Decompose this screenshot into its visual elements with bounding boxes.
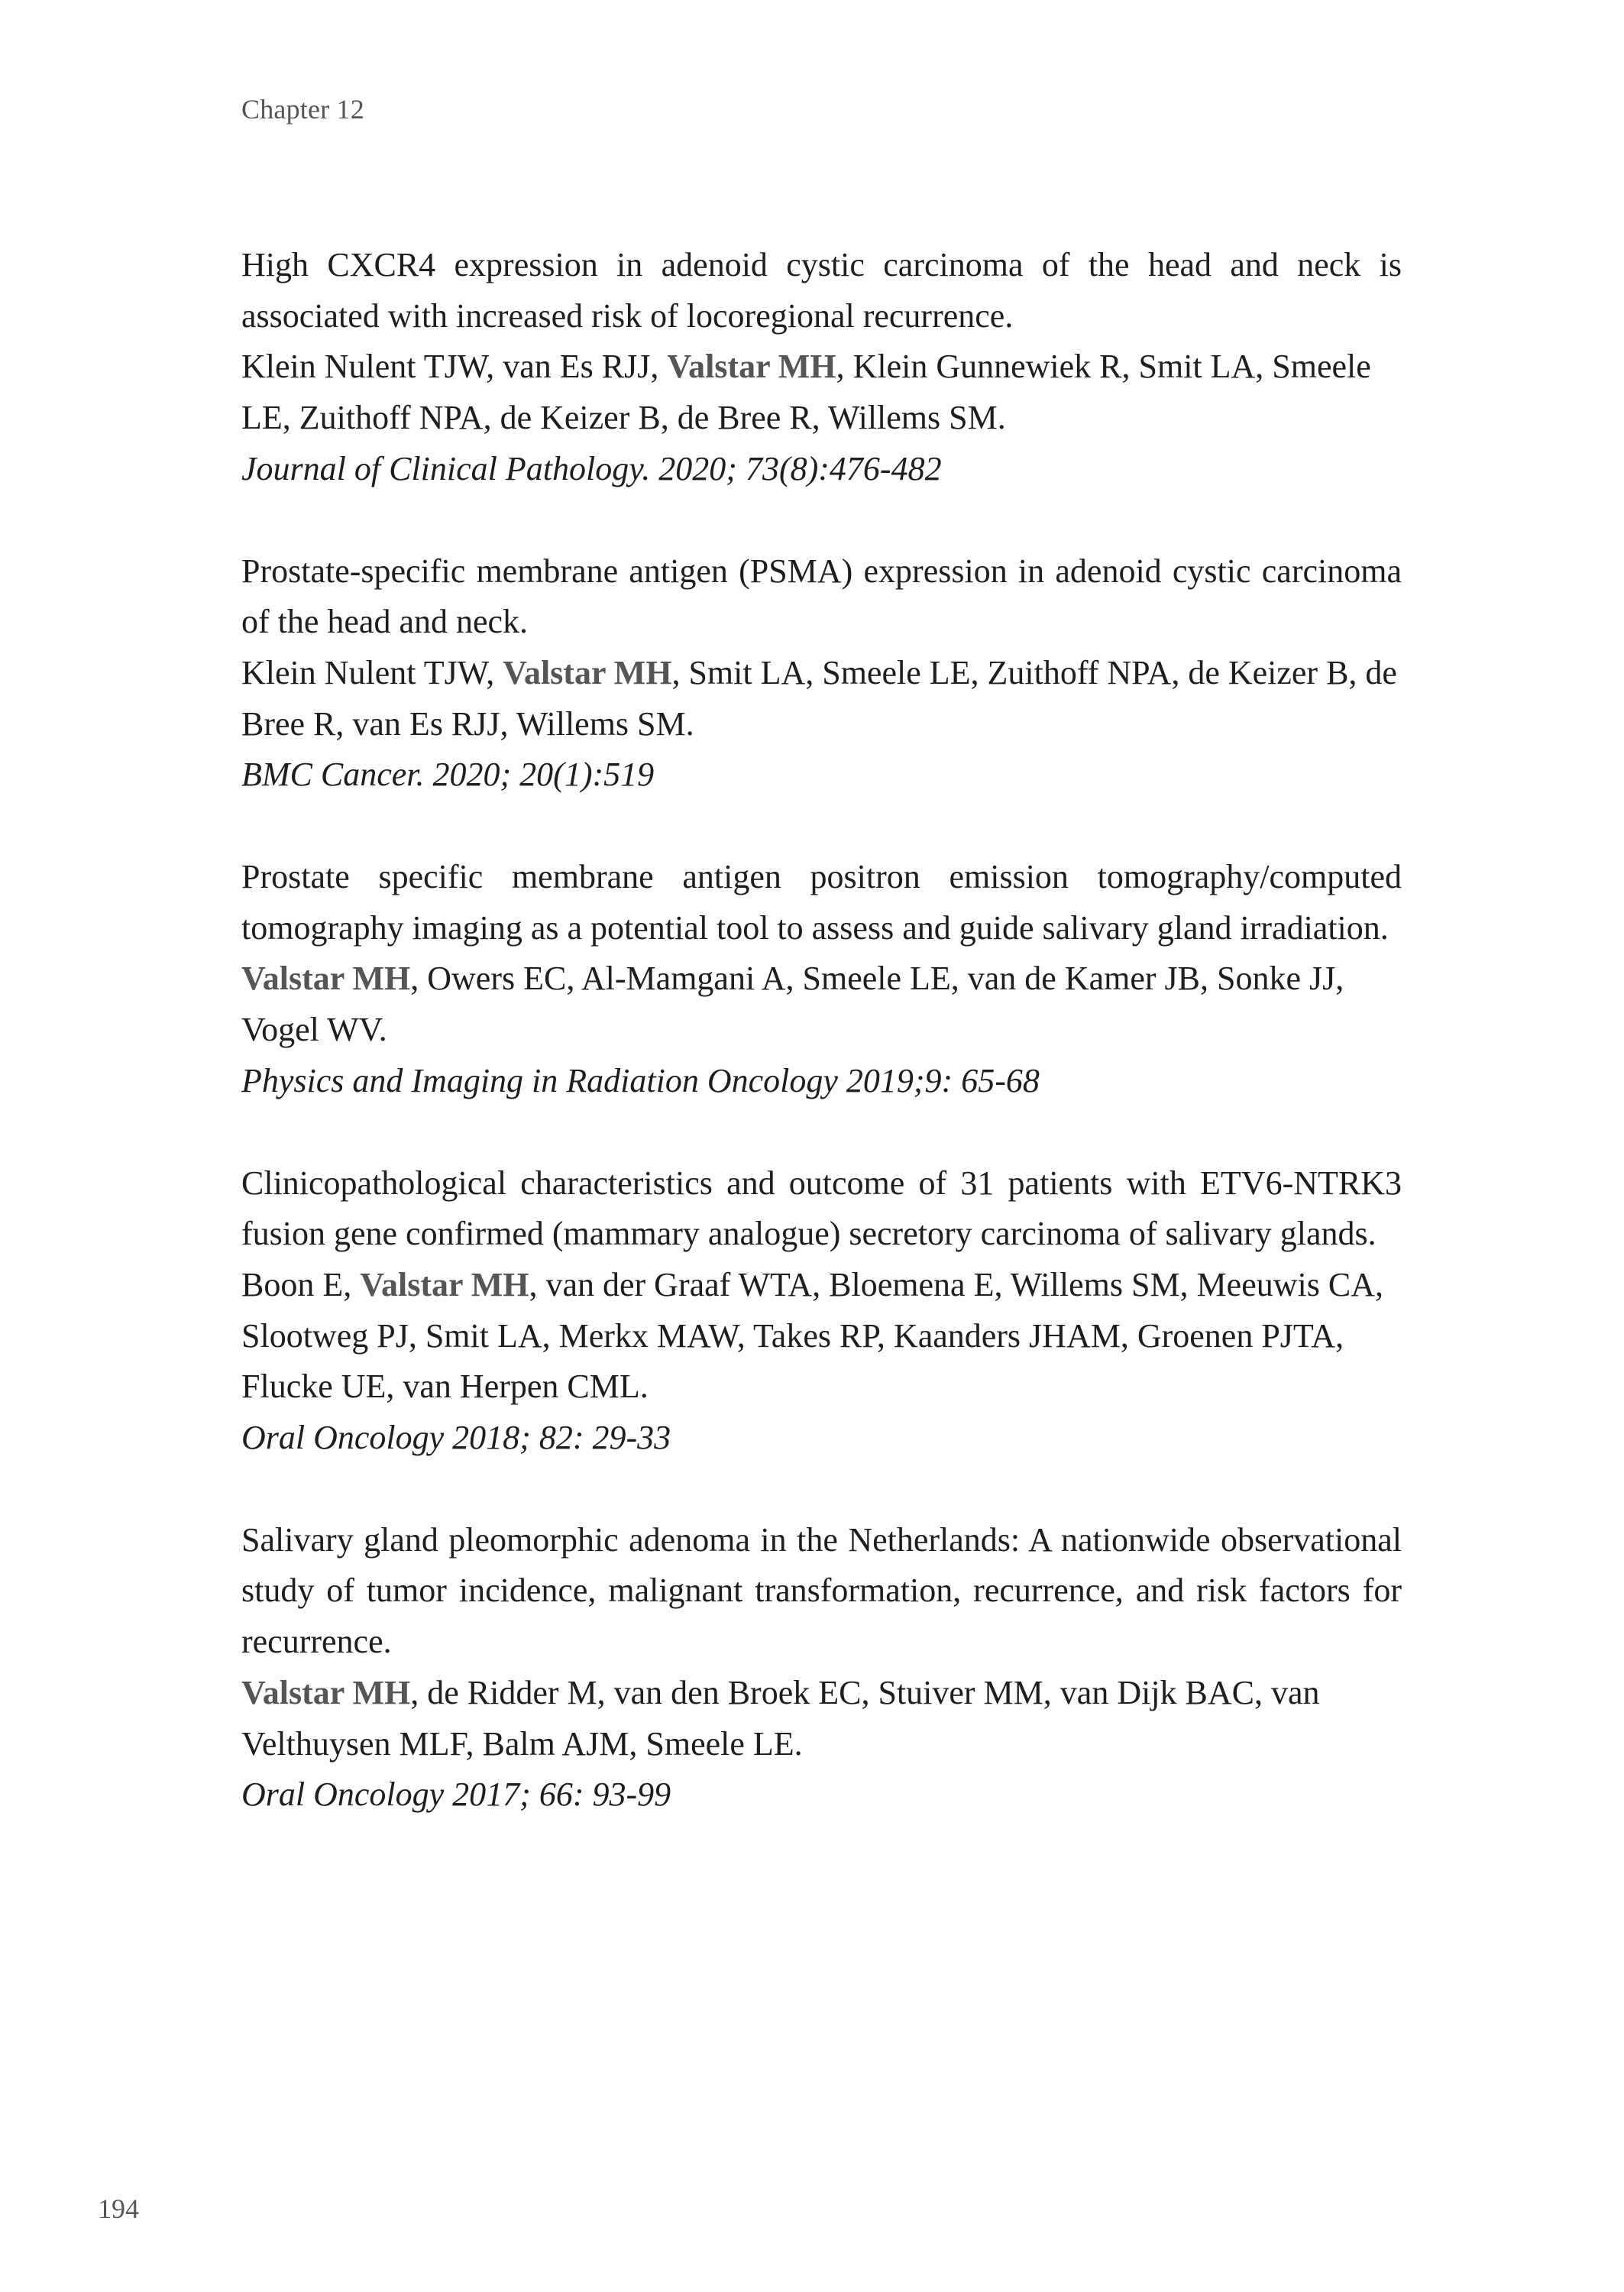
authors-after: , Smit LA, Smeele LE, Zuithoff NPA, de Keizer B, de Bree R, van Es RJJ, Willems SM. [241,653,1397,743]
publication-journal: BMC Cancer. 2020; 20(1):519 [241,756,655,794]
highlighted-author: Valstar MH [241,960,411,998]
highlighted-author: Valstar MH [667,348,836,386]
authors-after: , van der Graaf WTA, Bloemena E, Willems SM, Meeuwis CA, Slootweg PJ, Smit LA, Merkx MAW, Takes RP, Kaanders JHAM, Groenen PJTA, Flucke UE, van Herpen CML. [241,1265,1383,1406]
highlighted-author: Valstar MH [503,653,672,691]
running-header: Chapter 12 [241,94,364,125]
publication-entry [241,1158,1402,1464]
publication-journal: Journal of Clinical Pathology. 2020; 73(8):476-482 [241,449,942,487]
authors-before: Klein Nulent TJW, van Es RJJ, [241,348,668,386]
publication-entry [241,852,1402,1107]
publication-journal: Oral Oncology 2017; 66: 93-99 [241,1776,671,1814]
publication-title: Clinicopathological characteristics and outcome of 31 patients with ETV6-NTRK3 fusion gene confirmed (mammary analogue) secretory carcinoma of salivary glands. [241,1164,1402,1253]
authors-after: , Klein Gunnewiek R, Smit LA, Smeele LE, Zuithoff NPA, de Keizer B, de Bree R, Willems SM. [241,348,1371,437]
publication-journal: Physics and Imaging in Radiation Oncology 2019;9: 65-68 [241,1061,1040,1099]
publication-title: High CXCR4 expression in adenoid cystic carcinoma of the head and neck is associated with increased risk of locoregional recurrence. [241,246,1402,335]
highlighted-author: Valstar MH [360,1265,529,1303]
publication-authors [241,1668,1402,1769]
publication-list [241,240,1402,1872]
publication-title: Salivary gland pleomorphic adenoma in the Netherlands: A nationwide observational study of tumor incidence, malignant transformation, recurrence, and risk factors for recurrence. [241,1520,1402,1661]
publication-entry [241,546,1402,801]
highlighted-author: Valstar MH [241,1673,411,1711]
publication-authors [241,1260,1402,1413]
authors-before: Klein Nulent TJW, [241,653,503,691]
authors-after: , de Ridder M, van den Broek EC, Stuiver MM, van Dijk BAC, van Velthuysen MLF, Balm AJM, Smeele LE. [241,1673,1320,1763]
publication-authors [241,342,1402,443]
publication-authors [241,648,1402,749]
publication-entry [241,1515,1402,1821]
authors-before: Boon E, [241,1265,361,1303]
page-number: 194 [98,2193,139,2224]
publication-entry [241,240,1402,495]
publication-title: Prostate-specific membrane antigen (PSMA) expression in adenoid cystic carcinoma of the head and neck. [241,552,1402,641]
authors-after: , Owers EC, Al-Mamgani A, Smeele LE, van de Kamer JB, Sonke JJ, Vogel WV. [241,960,1344,1049]
publication-title: Prostate specific membrane antigen positron emission tomography/computed tomography imaging as a potential tool to assess and guide salivary gland irradiation. [241,858,1402,947]
publication-authors [241,953,1402,1055]
publication-journal: Oral Oncology 2018; 82: 29-33 [241,1419,671,1457]
